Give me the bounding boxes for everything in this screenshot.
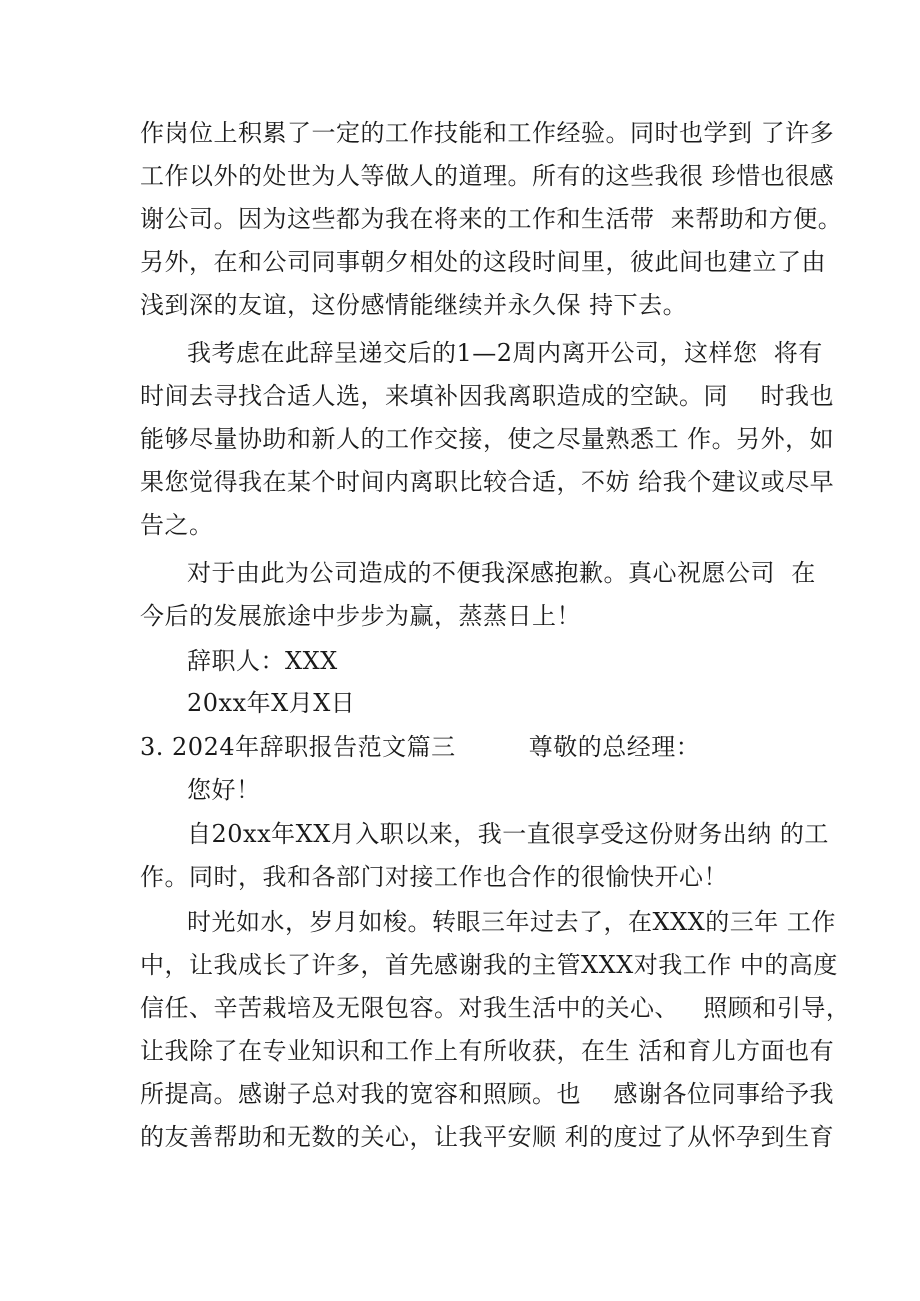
text-line: 我考虑在此辞呈递交后的1—2周内离开公司，这样您 将有 <box>187 339 823 367</box>
text-line: 让我除了在专业知识和工作上有所收获，在生 活和育儿方面也有 <box>140 1037 835 1065</box>
text-line: 浅到深的友谊，这份感情能继续并永久保 持下去。 <box>140 291 688 319</box>
text-line: 对于由此为公司造成的不便我深感抱歉。真心祝愿公司 在 <box>187 559 816 587</box>
signature-line: 辞职人：XXX <box>187 647 338 675</box>
date-line: 20xx年X月X日 <box>187 689 356 717</box>
text-line: 工作以外的处世为人等做人的道理。所有的这些我很 珍惜也很感 <box>140 162 835 190</box>
text-line: 另外，在和公司同事朝夕相处的这段时间里，彼此间也建立了由 <box>140 248 826 276</box>
text-line: 的友善帮助和无数的关心，让我平安顺 利的度过了从怀孕到生育 <box>140 1123 835 1151</box>
text-line: 今后的发展旅途中步步为赢，蒸蒸日上！ <box>140 602 581 630</box>
text-line: 作岗位上积累了一定的工作技能和工作经验。同时也学到 了许多 <box>140 119 835 147</box>
text-line: 时间去寻找合适人选，来填补因我离职造成的空缺。同 时我也 <box>140 382 835 410</box>
text-line: 果您觉得我在某个时间内离职比较合适，不妨 给我个建议或尽早 <box>140 468 835 496</box>
text-line: 告之。 <box>140 511 214 539</box>
text-line: 所提高。感谢子总对我的宽容和照顾。也 感谢各位同事给予我 <box>140 1080 835 1108</box>
text-line: 时光如水，岁月如梭。转眼三年过去了，在XXX的三年 工作 <box>187 908 836 936</box>
text-line: 能够尽量协助和新人的工作交接，使之尽量熟悉工 作。另外，如 <box>140 425 835 453</box>
text-line: 谢公司。因为这些都为我在将来的工作和生活带 来帮助和方便。 <box>140 205 843 233</box>
section-heading: 3. 2024年辞职报告范文篇三 尊敬的总经理： <box>140 733 701 761</box>
text-line: 自20xx年XX月入职以来，我一直很享受这份财务出纳 的工 <box>187 820 829 848</box>
text-line: 作。同时，我和各部门对接工作也合作的很愉快开心！ <box>140 863 728 891</box>
text-line: 信任、辛苦栽培及无限包容。对我生活中的关心、 照顾和引导， <box>140 994 851 1022</box>
greeting-line: 您好！ <box>187 776 261 804</box>
text-line: 中，让我成长了许多，首先感谢我的主管XXX对我工作 中的高度 <box>140 951 838 979</box>
